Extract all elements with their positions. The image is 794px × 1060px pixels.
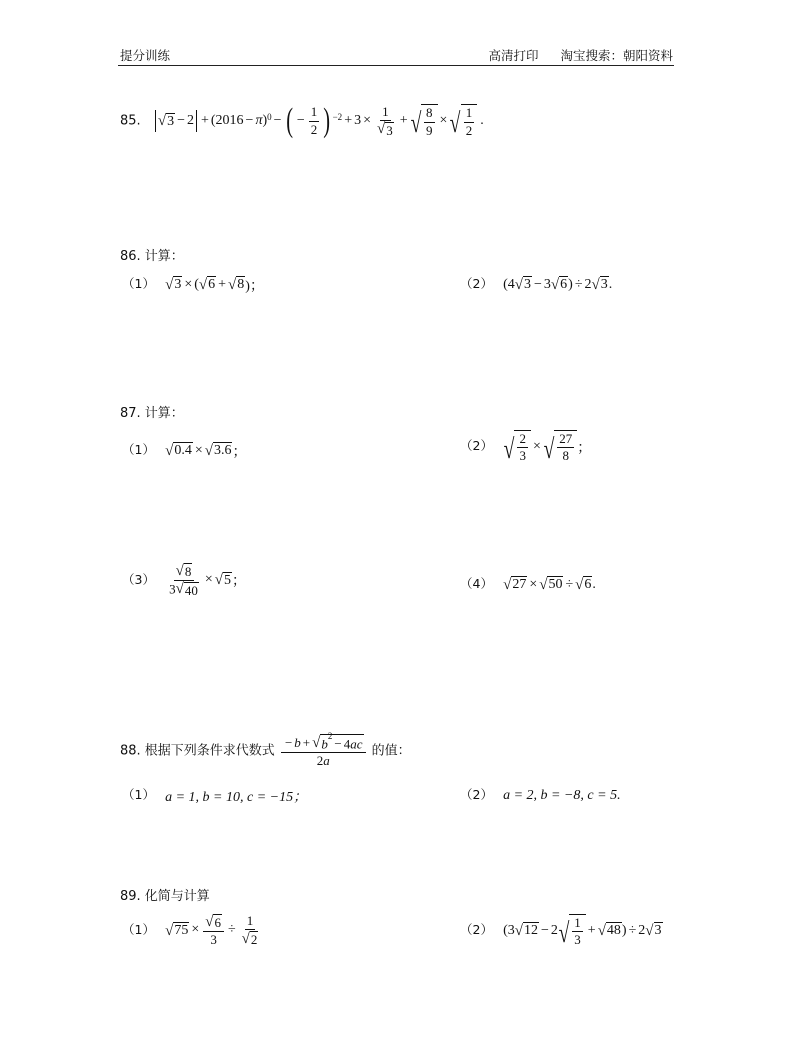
header-print-label: 高清打印 — [488, 48, 539, 63]
problem-85-expression: √ 3 − 2 + (2016 − π ) 0 − ( − $\frac{1}{2}$ ) −2 + 3 × 1 √ 3 + √ $\frac{8}{9}$ × √ $\frac{1}{2}$ . — [153, 104, 484, 138]
problem-86-part-2 — [460, 274, 612, 293]
problem-87-title — [120, 402, 184, 421]
problem-89-1-expression: √ 75 × √ 6 3 ÷ 1 √ 2 — [165, 913, 258, 948]
problem-89-2-expression: (3 √ 12 − 2 √ $\frac{1}{3}$ + √ 48 ) ÷ 2 √ 3 — [503, 915, 662, 949]
quadratic-formula-expression: − b + √ $b^2- 4ac$ 2a — [279, 734, 368, 768]
part-label: （2） — [460, 438, 493, 454]
problem-86-heading: 86. 计算： — [120, 249, 184, 264]
problem-89-heading: 89. 化简与计算 — [120, 889, 210, 904]
part-label: （1） — [122, 442, 155, 457]
problem-85 — [120, 104, 484, 138]
part-label: （4） — [460, 576, 493, 591]
problem-87-1-expression: √ 0.4 × √ 3.6 ； — [165, 442, 247, 460]
problem-85-number: 85. — [120, 113, 141, 129]
part-label: （2） — [460, 922, 493, 938]
problem-89-title — [120, 885, 210, 904]
problem-86-2-expression: (4 √ 3 − 3 √ 6 ) ÷ 2 √ 3 . — [503, 276, 613, 293]
problem-87-3-expression: √ 8 3 √ 40 × √ 5 ； — [169, 562, 246, 598]
header-search-label: 淘宝搜索：朝阳资料 — [560, 48, 673, 63]
problem-89-part-1 — [122, 914, 262, 947]
problem-89-part-2 — [460, 914, 663, 948]
problem-87-part-1 — [122, 440, 246, 461]
problem-88-heading-suffix: 的值： — [371, 743, 411, 759]
header-divider — [118, 65, 674, 66]
problem-86-title — [120, 245, 184, 264]
problem-88-part-1 — [122, 785, 307, 806]
problem-86-1-expression: √ 3 × ( √ 6 + √ 8 )； — [165, 276, 264, 294]
header-title: 提分训练 — [120, 48, 171, 63]
problem-87-part-2 — [460, 430, 591, 464]
part-label: （2） — [460, 787, 493, 802]
part-label: （1） — [122, 921, 155, 937]
part-label: （1） — [122, 787, 155, 802]
part-label: （2） — [460, 276, 493, 291]
problem-88-title — [120, 731, 411, 768]
problem-87-2-expression: √ $\frac{2}{3}$ × √ $\frac{27}{8}$ ； — [503, 431, 592, 465]
problem-87-part-3 — [122, 563, 246, 597]
part-label: （3） — [122, 571, 155, 587]
problem-88-2-values: a = 2, b = −8, c = 5. — [503, 787, 621, 803]
problem-88-part-2 — [460, 785, 621, 804]
part-label: （1） — [122, 276, 155, 291]
problem-88-1-values: a = 1, b = 10, c = −15； — [165, 789, 308, 805]
problem-86-part-1 — [122, 274, 264, 295]
problem-87-part-4 — [460, 574, 596, 593]
header-right — [488, 46, 673, 64]
problem-87-4-expression: √ 27 × √ 50 ÷ √ 6 . — [503, 576, 596, 593]
problem-87-heading: 87. 计算： — [120, 406, 184, 421]
problem-88-heading: 88. 根据下列条件求代数式 — [120, 743, 275, 759]
